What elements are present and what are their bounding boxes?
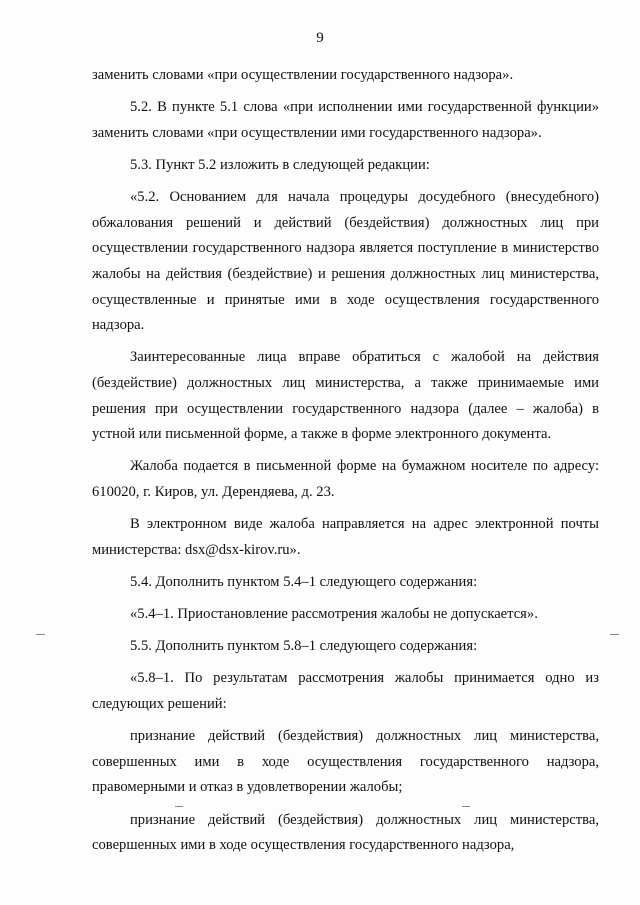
paragraph-quoted-5-2: «5.2. Основанием для начала процедуры досудебного (внесудебного) обжалования решений и действий (бездействия) должностных лиц при осуществлении государственного надзора является поступление в министерство жалобы на действия (бездействие) и решения должностных лиц министерства, осуществленные и принятые ими в ходе осуществления государственного надзора. [92,189,599,334]
paragraph-item-5-3: 5.3. Пункт 5.2 изложить в следующей редакции: [130,156,430,173]
page-number: 9 [316,30,324,46]
paragraph-email-address: В электронном виде жалоба направляется на адрес электронной почты министерства: dsx@dsx-kirov.ru». [92,516,599,558]
paragraph-item-5-4: 5.4. Дополнить пунктом 5.4–1 следующего содержания: [130,573,478,590]
paragraph-continuation: заменить словами «при осуществлении государственного надзора». [92,67,514,83]
scan-mark-bottom-right [462,806,470,807]
paragraph-interested-parties: Заинтересованные лица вправе обратиться с жалобой на действия (бездействие) должностных лиц министерства, а также принимаемые ими решения при осуществлении государственного надзора (далее – жалоба) в устной или письменной форме, а также в форме электронного документа. [92,349,599,443]
paragraph-postal-address: Жалоба подается в письменной форме на бумажном носителе по адресу: 610020, г. Киров, ул. Дерендяева, д. 23. [92,458,599,500]
paragraph-decision-unlawful: признание действий (бездействия) должностных лиц министерства, совершенных ими в ходе осуществления государственного надзора, [92,811,599,854]
scan-mark-right [610,634,619,635]
scan-mark-left [36,634,45,635]
scan-mark-bottom-left [175,806,183,807]
paragraph-quoted-5-8-1: «5.8–1. По результатам рассмотрения жалобы принимается одно из следующих решений: [92,670,599,712]
paragraph-quoted-5-4-1: «5.4–1. Приостановление рассмотрения жалобы не допускается». [130,606,538,623]
paragraph-decision-lawful: признание действий (бездействия) должностных лиц министерства, совершенных ими в ходе осуществления государственного надзора, правомерными и отказ в удовлетворении жалобы; [92,728,599,796]
document-body [92,63,599,865]
paragraph-item-5-2: 5.2. В пункте 5.1 слова «при исполнении ими государственной функции» заменить словами «при осуществлении ими государственного надзора». [92,99,599,141]
paragraph-item-5-5: 5.5. Дополнить пунктом 5.8–1 следующего содержания: [130,638,478,655]
